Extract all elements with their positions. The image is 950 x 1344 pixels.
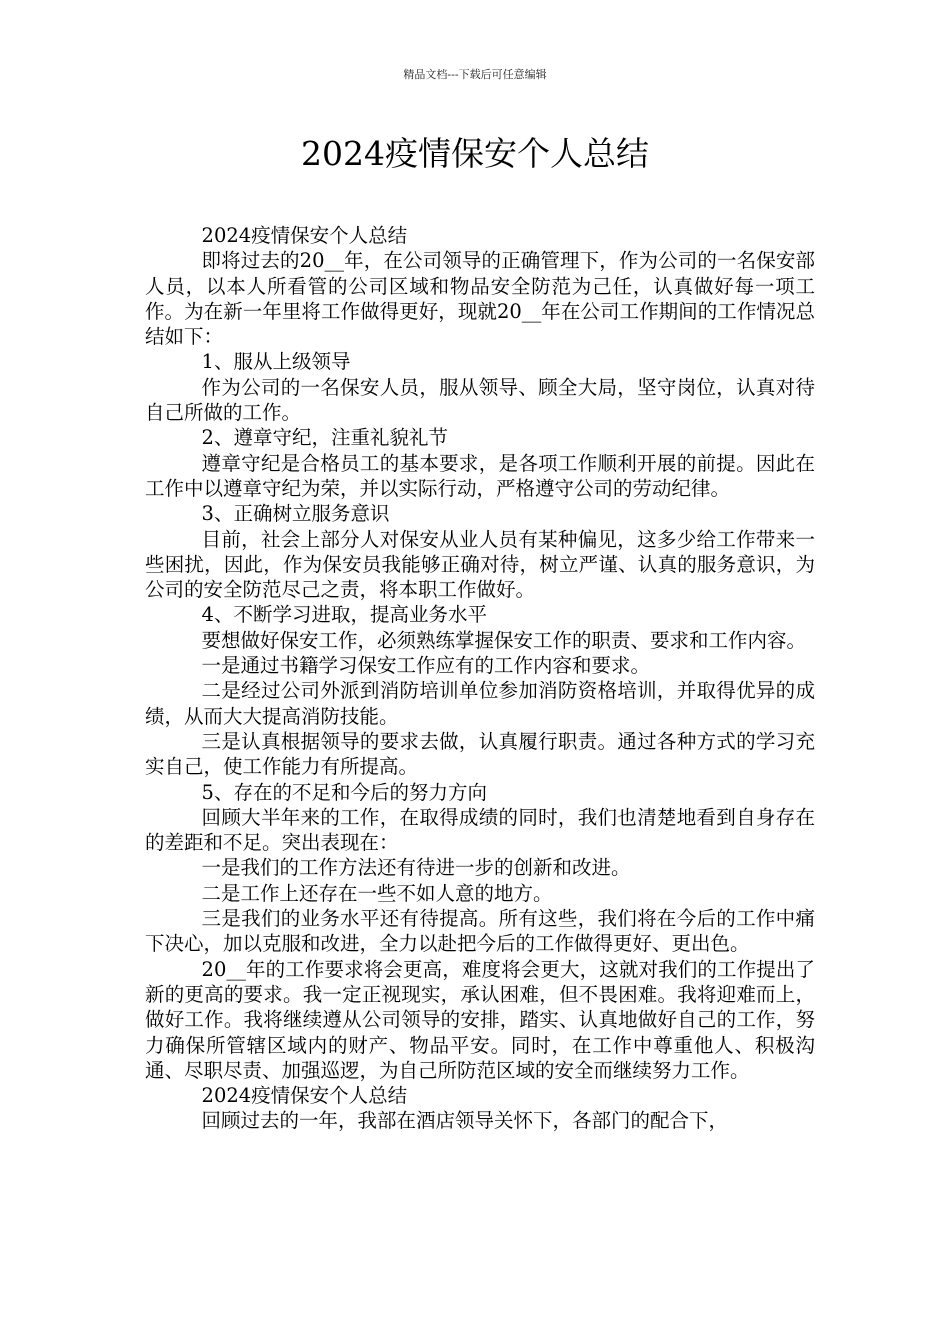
document-title: 2024疫情保安个人总结	[301, 134, 649, 173]
paragraph: 4、不断学习进取，提高业务水平	[201, 603, 487, 627]
paragraph: 20__年的工作要求将会更高，难度将会更大，这就对我们的工作提出了新的更高的要求。我一定正视现实，承认困难，但不畏困难。我将迎难而上，做好工作。我将继续遵从公司领导的安排，踏实、认真地做好自己的工作，努力确保所管辖区域内的财产、物品平安。同时，在工作中尊重他人、积极沟通、尽职尽责、加强巡逻，为自己所防范区域的安全而继续努力工作。	[145, 957, 815, 1082]
paragraph: 一是通过书籍学习保安工作应有的工作内容和要求。	[201, 654, 651, 678]
paragraph: 1、服从上级领导	[201, 350, 351, 374]
paragraph: 三是我们的业务水平还有待提高。所有这些，我们将在今后的工作中痛下决心，加以克服和改进，全力以赴把今后的工作做得更好、更出色。	[145, 907, 815, 956]
paragraph: 二是工作上还存在一些不如人意的地方。	[201, 881, 553, 905]
paragraph: 三是认真根据领导的要求去做，认真履行职责。通过各种方式的学习充实自己，使工作能力有所提高。	[145, 729, 815, 779]
paragraph: 一是我们的工作方法还有待进一步的创新和改进。	[201, 856, 631, 880]
page-header: 精品文档---下载后可任意编辑	[403, 68, 547, 81]
paragraph: 回顾大半年来的工作，在取得成绩的同时，我们也清楚地看到自身存在的差距和不足。突出表现在：	[145, 805, 815, 855]
paragraph: 5、存在的不足和今后的努力方向	[201, 780, 487, 804]
paragraph: 2024疫情保安个人总结	[201, 224, 408, 247]
paragraph: 遵章守纪是合格员工的基本要求，是各项工作顺利开展的前提。因此在工作中以遵章守纪为荣，并以实际行动，严格遵守公司的劳动纪律。	[145, 451, 815, 500]
paragraph: 2024疫情保安个人总结	[201, 1084, 408, 1108]
paragraph: 即将过去的20__年，在公司领导的正确管理下，作为公司的一名保安部人员，以本人所看管的公司区域和物品安全防范为己任，认真做好每一项工作。为在新一年里将工作做得更好，现就20__年在公司工作期间的工作情况总结如下：	[145, 249, 815, 349]
paragraph: 目前，社会上部分人对保安从业人员有某种偏见，这多少给工作带来一些困扰，因此，作为保安员我能够正确对待，树立严谨、认真的服务意识，为公司的安全防范尽己之责，将本职工作做好。	[145, 527, 815, 602]
paragraph: 2、遵章守纪，注重礼貌礼节	[201, 426, 448, 450]
paragraph: 要想做好保安工作，必须熟练掌握保安工作的职责、要求和工作内容。	[201, 628, 807, 652]
paragraph: 回顾过去的一年，我部在酒店领导关怀下，各部门的配合下，	[201, 1109, 729, 1133]
paragraph: 二是经过公司外派到消防培训单位参加消防资格培训，并取得优异的成绩，从而大大提高消防技能。	[145, 679, 815, 728]
paragraph: 作为公司的一名保安人员，服从领导、顾全大局，坚守岗位，认真对待自己所做的工作。	[145, 375, 815, 425]
document-body	[145, 223, 815, 1134]
paragraph: 3、正确树立服务意识	[201, 502, 390, 526]
